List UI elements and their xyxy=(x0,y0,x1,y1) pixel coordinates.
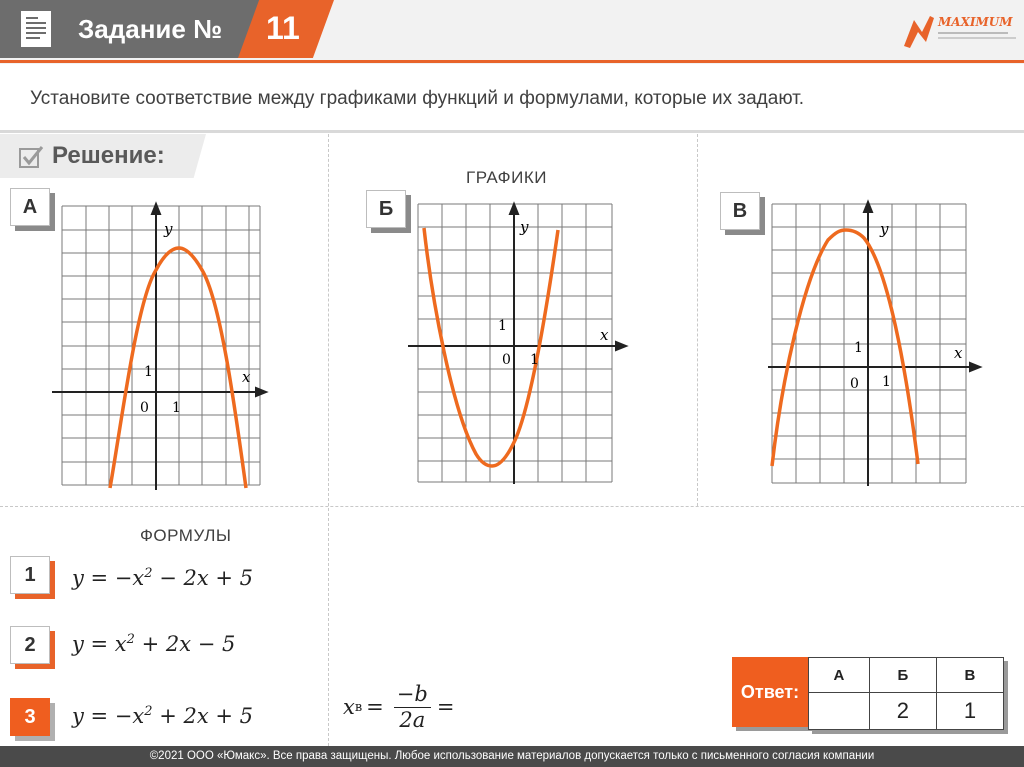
vertex-formula: x в = $\frac{-b}{2a}$ = xyxy=(343,682,455,732)
answer-header-v: В xyxy=(936,658,1003,693)
unit-x-label: 1 xyxy=(882,374,891,390)
graph-a xyxy=(52,200,272,490)
grid xyxy=(62,206,260,485)
answer-cell-b[interactable]: 2 xyxy=(869,693,936,730)
svg-text:MAXIMUM: MAXIMUM xyxy=(938,15,1013,29)
parabola-curve xyxy=(772,230,918,466)
checkbox-check-icon xyxy=(18,144,44,170)
divider xyxy=(328,134,329,506)
divider xyxy=(0,506,1024,507)
task-title: Задание № xyxy=(78,14,223,44)
footer-copyright: ©2021 ООО «Юмакс». Все права защищены. Любое использование материалов допускается только с письменного согласия компании xyxy=(0,746,1024,767)
answer-label: Ответ: xyxy=(732,657,808,727)
unit-y-label: 1 xyxy=(854,340,863,356)
x-axis-label: x xyxy=(954,344,963,362)
graph-b xyxy=(408,200,630,490)
x-axis-label: x xyxy=(600,326,609,344)
formula-number-3: 3 xyxy=(10,698,50,736)
answer-table xyxy=(808,657,1004,730)
graph-label-v: В xyxy=(720,192,760,230)
unit-y-label: 1 xyxy=(144,364,153,380)
formula-1: $y = -x^2 - 2x + 5$ xyxy=(72,566,253,590)
origin-label: 0 xyxy=(502,352,511,368)
answer-cell-v[interactable]: 1 xyxy=(936,693,1003,730)
task-number: 11 xyxy=(266,10,300,46)
graph-label-b: Б xyxy=(366,190,406,228)
formula-3: $y = -x^2 + 2x + 5$ xyxy=(72,704,253,728)
header-divider xyxy=(0,60,1024,63)
graph-label-a: А xyxy=(10,188,50,226)
graphs-title: ГРАФИКИ xyxy=(466,168,547,187)
divider xyxy=(697,134,698,506)
answer-box xyxy=(732,657,1004,727)
origin-label: 0 xyxy=(140,400,149,416)
formulas-title: ФОРМУЛЫ xyxy=(140,526,232,545)
formula-2: $y = x^2 + 2x - 5$ xyxy=(72,632,236,656)
graph-v xyxy=(760,198,984,488)
document-icon xyxy=(18,9,58,49)
x-axis-label: x xyxy=(242,368,251,386)
origin-label: 0 xyxy=(850,376,859,392)
answer-cell-a[interactable] xyxy=(809,693,870,730)
solution-label: Решение: xyxy=(52,142,165,169)
formula-number-2: 2 xyxy=(10,626,50,664)
question-divider xyxy=(0,130,1024,133)
answer-header-a: А xyxy=(809,658,870,693)
y-axis-label: y xyxy=(520,218,529,236)
unit-x-label: 1 xyxy=(530,352,539,368)
maximum-logo xyxy=(900,6,1020,56)
answer-header-b: Б xyxy=(869,658,936,693)
y-axis-label: y xyxy=(164,220,173,238)
unit-y-label: 1 xyxy=(498,318,507,334)
unit-x-label: 1 xyxy=(172,400,181,416)
formula-number-1: 1 xyxy=(10,556,50,594)
y-axis-label: y xyxy=(880,220,889,238)
question-text: Установите соответствие между графиками функций и формулами, которые их задают. xyxy=(30,88,805,109)
axes xyxy=(52,204,266,490)
divider xyxy=(328,508,329,746)
